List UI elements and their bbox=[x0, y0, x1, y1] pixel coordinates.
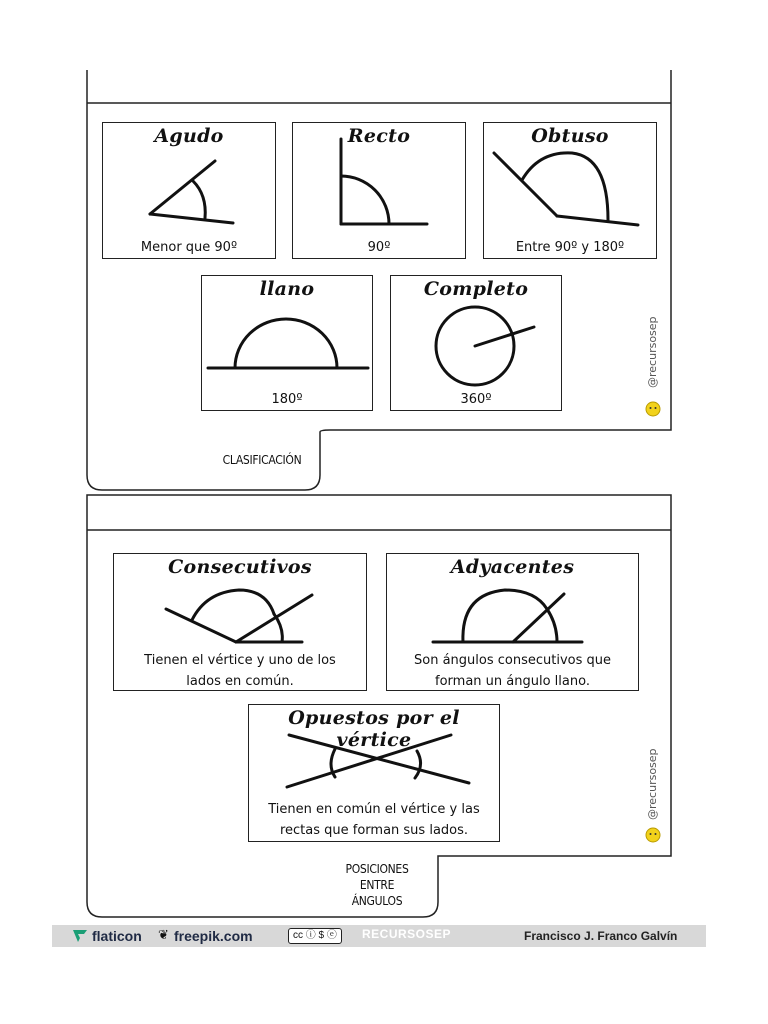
mascot-icon bbox=[644, 826, 662, 844]
card-title: Obtuso bbox=[531, 125, 609, 147]
card-opuestos bbox=[248, 704, 500, 842]
card-caption: Menor que 90º bbox=[140, 240, 238, 255]
caption-line: forman un ángulo llano. bbox=[435, 674, 590, 689]
card-title: Agudo bbox=[154, 125, 224, 147]
card-recto bbox=[292, 122, 466, 259]
card-title: Consecutivos bbox=[168, 556, 312, 578]
tab-label-line: ÁNGULOS bbox=[351, 894, 403, 908]
card-caption: 360º bbox=[460, 392, 492, 407]
card-consecutivos bbox=[113, 553, 367, 691]
card-llano bbox=[201, 275, 373, 411]
tab-label-line: ENTRE bbox=[359, 878, 395, 892]
freepik-logo-icon: ❦ bbox=[158, 927, 169, 942]
footer-bar bbox=[52, 925, 706, 947]
flaticon-brand: flaticon bbox=[92, 928, 142, 944]
card-caption bbox=[387, 650, 638, 692]
caption-line: Son ángulos consecutivos que bbox=[414, 653, 611, 668]
flaticon-logo-icon bbox=[72, 929, 88, 943]
classification-watermark: @recursosep bbox=[646, 316, 659, 388]
card-obtuso bbox=[483, 122, 657, 259]
caption-line: Tienen en común el vértice y las bbox=[268, 802, 480, 817]
card-completo bbox=[390, 275, 562, 411]
card-title: Completo bbox=[423, 278, 529, 300]
card-agudo bbox=[102, 122, 276, 259]
positions-watermark: @recursosep bbox=[646, 748, 659, 820]
card-title: Adyacentes bbox=[450, 556, 575, 578]
card-title: Recto bbox=[347, 125, 411, 147]
caption-line: rectas que forman sus lados. bbox=[279, 823, 469, 838]
card-title: llano bbox=[259, 278, 315, 300]
cc-license-icon: cc ⓘ $ ⓔ bbox=[288, 928, 342, 944]
card-adyacentes bbox=[386, 553, 639, 691]
tab-label-line: POSICIONES bbox=[345, 862, 409, 876]
caption-line: lados en común. bbox=[186, 674, 294, 689]
author-credit: Francisco J. Franco Galvín bbox=[524, 929, 678, 943]
recursosep-brand: RECURSOSEP bbox=[362, 927, 452, 941]
card-caption bbox=[114, 650, 366, 692]
caption-line: Tienen el vértice y uno de los bbox=[144, 653, 336, 668]
card-title: Opuestos por el vértice bbox=[288, 707, 460, 751]
card-caption: Entre 90º y 180º bbox=[515, 240, 625, 255]
card-caption: 90º bbox=[367, 240, 391, 255]
mascot-icon bbox=[644, 400, 662, 418]
positions-tab-label bbox=[318, 861, 436, 909]
freepik-brand: freepik.com bbox=[174, 928, 253, 944]
card-caption bbox=[249, 799, 499, 841]
card-caption: 180º bbox=[271, 392, 303, 407]
classification-tab-label: CLASIFICACIÓN bbox=[222, 453, 302, 467]
